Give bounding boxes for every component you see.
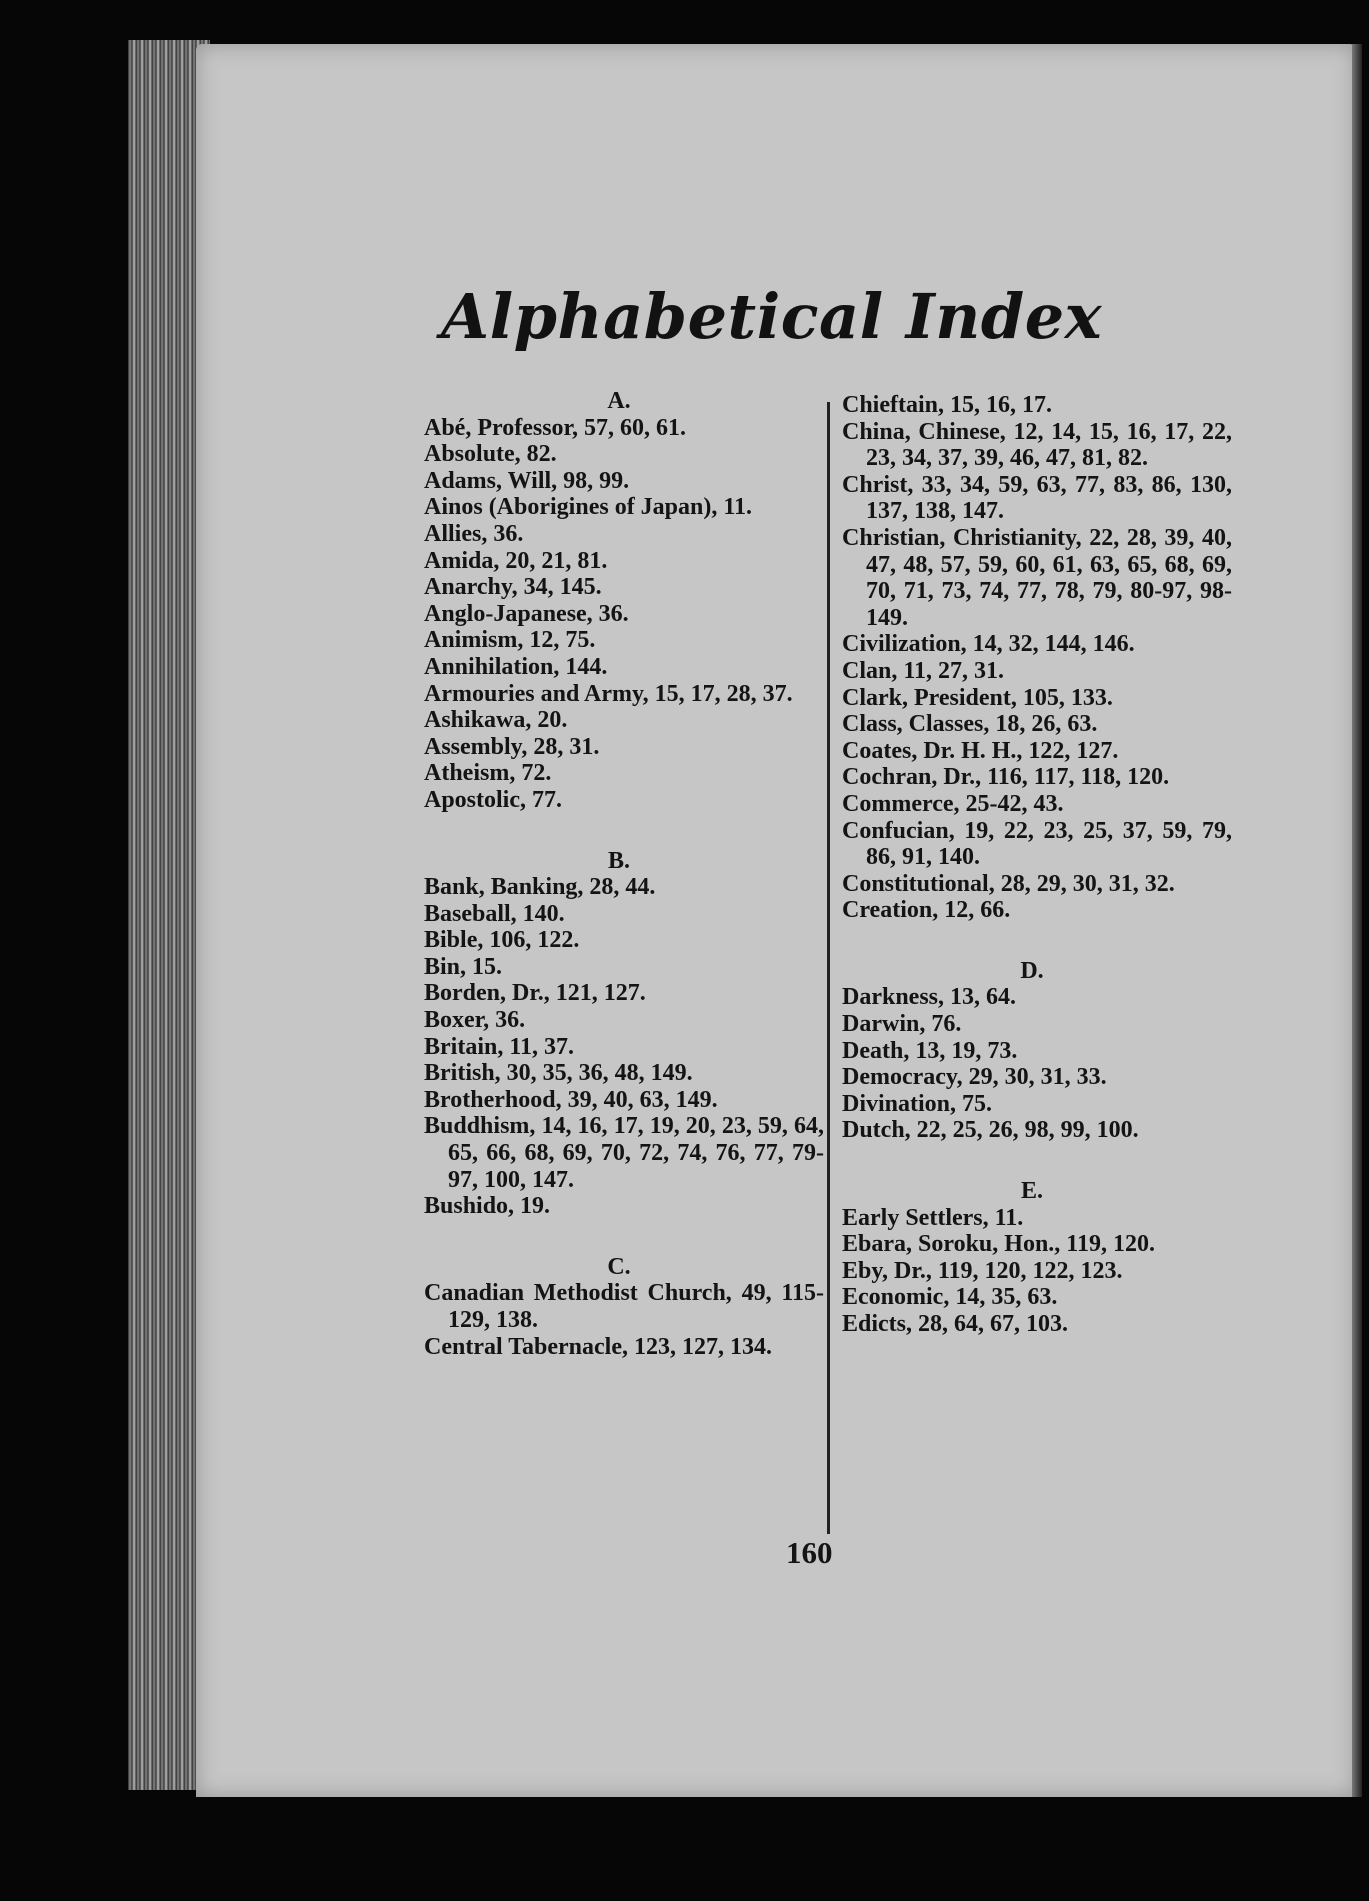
index-entry: Annihilation, 144.	[424, 653, 608, 680]
index-entry: Dutch, 22, 25, 26, 98, 99, 100.	[842, 1117, 1139, 1144]
index-entry: Constitutional, 28, 29, 30, 31, 32.	[842, 870, 1175, 897]
index-entry: Commerce, 25-42, 43.	[842, 790, 1064, 817]
index-entry: Ainos (Aborigines of Japan), 11.	[424, 494, 753, 521]
index-entry: Anarchy, 34, 145.	[424, 574, 602, 601]
index-entry: Eby, Dr., 119, 120, 122, 123.	[842, 1257, 1123, 1284]
index-entry: Class, Classes, 18, 26, 63.	[842, 711, 1098, 738]
index-entry: Cochran, Dr., 116, 117, 118, 120.	[842, 764, 1170, 791]
index-entry: Clark, President, 105, 133.	[842, 684, 1113, 711]
index-entry: Animism, 12, 75.	[424, 627, 596, 654]
index-entry: Apostolic, 77.	[424, 786, 562, 813]
index-entry: Atheism, 72.	[424, 760, 552, 787]
section-heading-e: E.	[1020, 1178, 1043, 1205]
index-entry: Anglo-Japanese, 36.	[424, 600, 629, 627]
index-entry: Bin, 15.	[424, 953, 503, 980]
index-entry: Creation, 12, 66.	[842, 897, 1011, 924]
index-entry: Christian, Christianity, 22, 28, 39, 40, 47, 48, 57, 59, 60, 61, 63, 65, 68, 69, 70, 71, 73, 74, 77, 78, 79, 80-97, 98-149.	[842, 524, 1232, 631]
index-entry: Chieftain, 15, 16, 17.	[842, 392, 1052, 418]
index-entry: Confucian, 19, 22, 23, 25, 37, 59, 79, 86, 91, 140.	[842, 817, 1232, 871]
index-entry: Canadian Methodist Church, 49, 115-129, 138.	[424, 1280, 824, 1333]
index-entry: Boxer, 36.	[424, 1007, 526, 1034]
index-entry: Armouries and Army, 15, 17, 28, 37.	[424, 680, 793, 707]
index-entry: Early Settlers, 11.	[842, 1204, 1024, 1231]
index-entry: China, Chinese, 12, 14, 15, 16, 17, 22, 23, 34, 37, 39, 46, 47, 81, 82.	[842, 418, 1232, 472]
index-entry: Christ, 33, 34, 59, 63, 77, 83, 86, 130, 137, 138, 147.	[842, 471, 1232, 525]
index-entry: British, 30, 35, 36, 48, 149.	[424, 1060, 693, 1087]
section-heading-d: D.	[1020, 957, 1044, 984]
page-right-edge	[1352, 44, 1362, 1797]
index-entry: Ashikawa, 20.	[424, 707, 568, 734]
index-entry: Ebara, Soroku, Hon., 119, 120.	[842, 1231, 1155, 1258]
index-entry: Civilization, 14, 32, 144, 146.	[842, 631, 1135, 658]
index-entry: Brotherhood, 39, 40, 63, 149.	[424, 1086, 718, 1113]
index-entry: Buddhism, 14, 16, 17, 19, 20, 23, 59, 64, 65, 66, 68, 69, 70, 72, 74, 76, 77, 79-97, 100, 147.	[424, 1113, 824, 1193]
page-number: 160	[786, 1535, 833, 1570]
index-entry: Baseball, 140.	[424, 900, 565, 927]
index-entry: Abé, Professor, 57, 60, 61.	[424, 414, 686, 441]
index-column-right	[842, 392, 1232, 1338]
index-entry: Britain, 11, 37.	[424, 1033, 575, 1060]
index-entry: Clan, 11, 27, 31.	[842, 657, 1005, 684]
index-entry: Death, 13, 19, 73.	[842, 1037, 1018, 1064]
page-title: Alphabetical Index	[441, 280, 1103, 353]
index-entry: Darkness, 13, 64.	[842, 984, 1017, 1011]
section-heading-c: C.	[607, 1253, 631, 1280]
index-entry: Democracy, 29, 30, 31, 33.	[842, 1064, 1107, 1091]
section-heading-a: A.	[607, 388, 631, 414]
index-entry: Coates, Dr. H. H., 122, 127.	[842, 737, 1119, 764]
index-column-left	[424, 388, 824, 1360]
index-entry: Assembly, 28, 31.	[424, 733, 600, 760]
column-divider	[827, 402, 830, 1534]
index-entry: Darwin, 76.	[842, 1011, 962, 1038]
index-entry: Economic, 14, 35, 63.	[842, 1284, 1058, 1311]
index-entry: Amida, 20, 21, 81.	[424, 547, 608, 574]
index-entry: Bushido, 19.	[424, 1193, 551, 1220]
index-entry: Divination, 75.	[842, 1090, 993, 1117]
index-entry: Borden, Dr., 121, 127.	[424, 980, 646, 1007]
index-entry: Bank, Banking, 28, 44.	[424, 874, 656, 901]
index-entry: Central Tabernacle, 123, 127, 134.	[424, 1333, 772, 1360]
section-heading-b: B.	[607, 847, 630, 874]
index-entry: Adams, Will, 98, 99.	[424, 467, 630, 494]
index-entry: Absolute, 82.	[424, 441, 557, 468]
index-entry: Allies, 36.	[424, 520, 524, 547]
index-entry: Edicts, 28, 64, 67, 103.	[842, 1311, 1069, 1337]
index-entry: Bible, 106, 122.	[424, 927, 580, 954]
